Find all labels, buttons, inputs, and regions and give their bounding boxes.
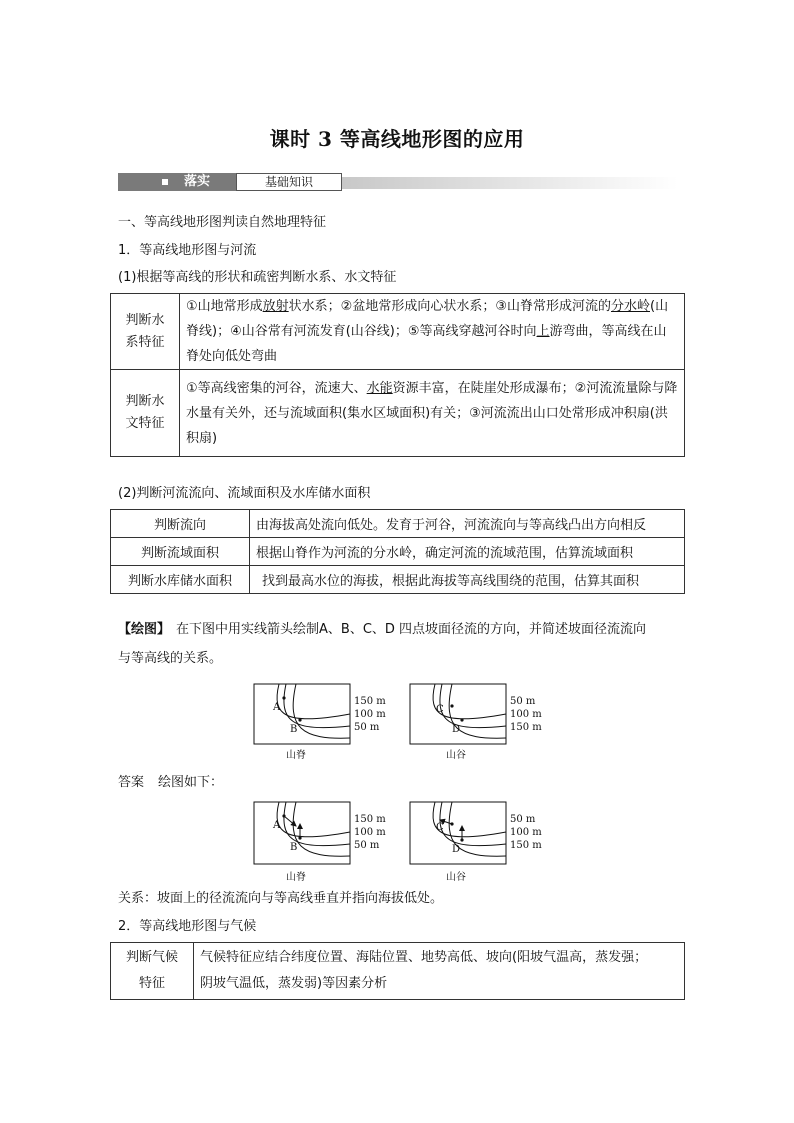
answer-label: 答案 — [118, 775, 145, 790]
valley-map-answer — [410, 802, 542, 883]
point-marker — [282, 696, 285, 699]
text-run: 游弯曲，等高线在山脊处向低处弯曲 — [186, 324, 667, 364]
table-water-system — [110, 293, 685, 457]
table-body-cell: 根据山脊作为河流的分水岭，确定河流的流域范围，估算流域面积 — [250, 538, 685, 566]
draw-tag: 【绘图】 — [118, 622, 171, 637]
map-frame — [410, 684, 506, 744]
table-head-cell — [111, 943, 194, 1000]
point-label: D — [452, 724, 461, 735]
table-river-judgement — [110, 509, 685, 594]
table-climate — [110, 942, 685, 1000]
point-marker — [450, 704, 453, 707]
head-line: 判断水 — [125, 394, 165, 409]
contour-line — [433, 684, 506, 719]
contour-label: 100 m — [510, 827, 542, 838]
text-run: ①等高线密集的河谷，流速大、 — [186, 380, 367, 396]
body-line: 阴坡气温低，蒸发弱)等因素分析 — [200, 976, 388, 991]
point-label: D — [452, 844, 461, 855]
point-label: C — [436, 704, 444, 715]
contour-figure-top — [250, 682, 550, 762]
table-head-cell — [111, 370, 180, 457]
contour-label: 100 m — [354, 827, 386, 838]
table-row — [111, 510, 685, 538]
banner-gradient — [342, 177, 678, 189]
underlined-answer: 放射 — [262, 299, 289, 314]
contour-label: 50 m — [510, 696, 536, 707]
body-line: 气候特征应结合纬度位置、海陆位置、地势高低、坡向(阳坡气温高，蒸发强； — [200, 950, 648, 965]
text-run: 由海拔高处流向低处。发育于河谷，河流流向与等高线凸出方向相反 — [256, 518, 647, 533]
table-head-cell: 判断流域面积 — [111, 538, 250, 566]
figure-caption: 山谷 — [446, 872, 466, 883]
text-run: ①山地常形成 — [186, 299, 263, 314]
contour-label: 150 m — [510, 722, 542, 733]
underlined-answer: 水能 — [366, 380, 393, 396]
point-label: B — [290, 724, 298, 735]
banner-left-label: 落实 — [184, 174, 211, 189]
item-2-heading: (2)判断河流流向、流域面积及水库储水面积 — [118, 486, 371, 501]
table-row — [111, 566, 685, 594]
table-body-cell — [250, 510, 685, 538]
text-run: 状水系；②盆地常形成向心状水系；③山脊常形成河流的 — [288, 299, 611, 314]
valley-map — [410, 684, 542, 761]
table-head-cell: 判断流向 — [111, 510, 250, 538]
answer-text: 绘图如下： — [158, 775, 224, 790]
table-row — [111, 294, 685, 370]
ridge-map — [254, 684, 386, 761]
subheading-climate: 2．等高线地形图与气候 — [118, 919, 257, 934]
figure-caption: 山脊 — [286, 750, 306, 761]
section-banner — [118, 173, 678, 191]
draw-prompt-line1 — [118, 621, 646, 639]
table-body-cell: 找到最高水位的海拔，根据此海拔等高线围绕的范围，估算其面积 — [250, 566, 685, 594]
contour-line — [433, 802, 506, 837]
draw-prompt-line2: 与等高线的关系。 — [118, 651, 223, 666]
page-title: 课时 3 等高线地形图的应用 — [269, 127, 525, 151]
point-label: A — [273, 820, 281, 831]
map-frame — [254, 684, 350, 744]
contour-line — [293, 802, 350, 856]
contour-line — [293, 684, 350, 738]
head-line: 特征 — [138, 976, 165, 991]
figure-caption: 山脊 — [286, 872, 306, 883]
answer-line — [118, 774, 223, 792]
table-body-cell — [180, 370, 685, 457]
table-row — [111, 538, 685, 566]
contour-figure-answer — [250, 800, 550, 884]
contour-label: 150 m — [354, 814, 386, 825]
table-row — [111, 943, 685, 1000]
point-label: A — [273, 702, 281, 713]
figure-caption: 山谷 — [446, 750, 466, 761]
item-1-heading: (1)根据等高线的形状和疏密判断水系、水文特征 — [118, 270, 397, 285]
contour-line — [440, 684, 506, 728]
draw-text: 在下图中用实线箭头绘制A、B、C、D 四点坡面径流的方向，并简述坡面径流流向 — [176, 622, 647, 637]
point-label: B — [290, 842, 298, 853]
underlined-answer: 分水岭 — [610, 299, 650, 314]
head-line: 系特征 — [125, 334, 165, 350]
relation-text: 关系：坡面上的径流流向与等高线垂直并指向海拔低处。 — [118, 891, 444, 906]
contour-label: 50 m — [510, 814, 536, 825]
square-bullet-icon — [162, 179, 168, 185]
table-head-cell — [111, 294, 180, 370]
point-marker — [460, 718, 463, 721]
section-heading-1: 一、等高线地形图判读自然地理特征 — [118, 215, 327, 230]
head-line: 判断水 — [125, 312, 165, 328]
text-run: 资源丰富，在陡崖处形成瀑布；②河流流量除与降水量有关外，还与流域面积(集水区域面积)有关；③河流流出山口处常形成冲积扇(洪积扇) — [186, 380, 678, 446]
contour-label: 150 m — [354, 696, 386, 707]
point-label: C — [436, 822, 444, 833]
underlined-answer: 上 — [536, 324, 550, 339]
subheading-rivers: 1．等高线地形图与河流 — [118, 243, 257, 258]
contour-line — [284, 684, 350, 728]
table-row — [111, 370, 685, 457]
text-run: (山脊线)；④山谷常有河流发育(山谷线)；⑤等高线穿越河谷时向 — [186, 299, 669, 339]
table-body-cell — [180, 294, 685, 370]
banner-dark-tab — [118, 173, 236, 191]
contour-label: 100 m — [510, 709, 542, 720]
banner-right-label: 基础知识 — [236, 173, 342, 191]
table-body-cell — [194, 943, 685, 1000]
ridge-map-answer — [254, 802, 386, 883]
table-head-cell: 判断水库储水面积 — [111, 566, 250, 594]
map-frame — [254, 802, 350, 864]
flow-arrow — [284, 816, 296, 826]
point-marker — [298, 718, 301, 721]
contour-line — [277, 684, 350, 719]
contour-label: 150 m — [510, 840, 542, 851]
contour-label: 50 m — [354, 840, 380, 851]
head-line: 文特征 — [125, 416, 165, 431]
head-line: 判断气候 — [125, 950, 178, 965]
contour-label: 50 m — [354, 722, 380, 733]
contour-label: 100 m — [354, 709, 386, 720]
